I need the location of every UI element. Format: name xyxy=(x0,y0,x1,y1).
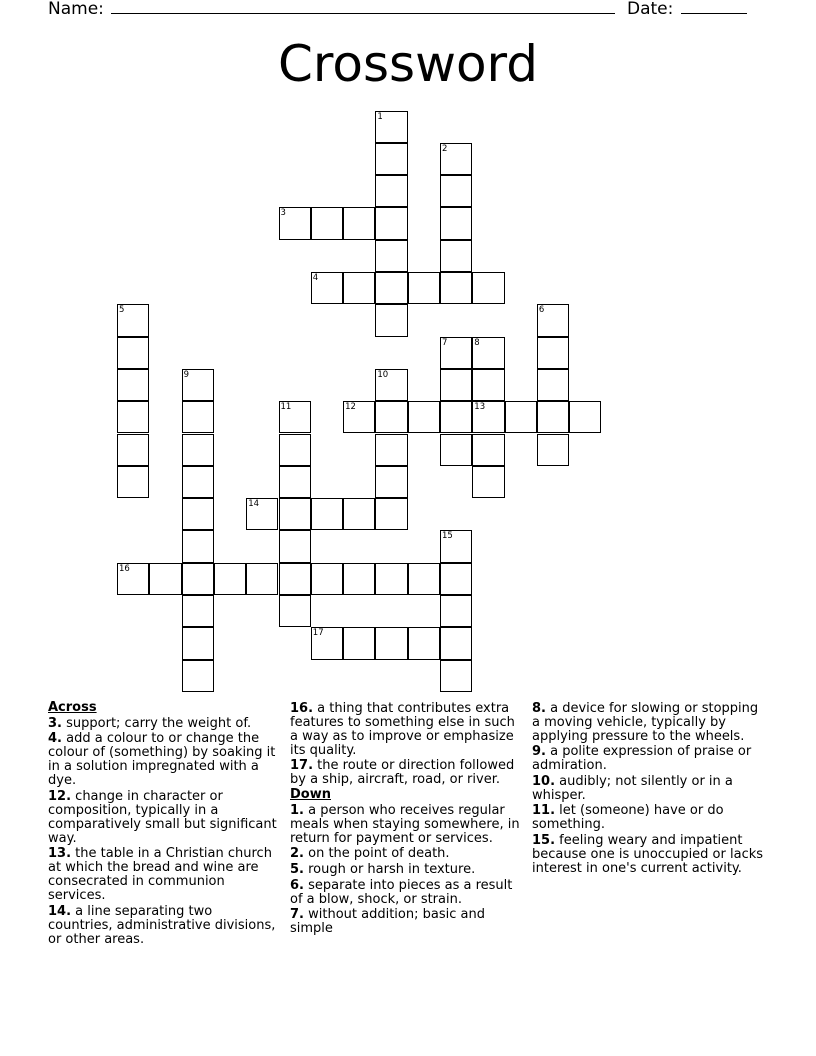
grid-cell[interactable] xyxy=(440,563,472,595)
cell-number: 1 xyxy=(377,111,383,122)
clue-item xyxy=(290,759,526,787)
clue-number: 5. xyxy=(290,861,304,877)
grid-cell[interactable] xyxy=(279,530,311,562)
clue-number: 3. xyxy=(48,715,62,731)
clue-number: 8. xyxy=(532,700,546,716)
grid-cell[interactable] xyxy=(117,369,149,401)
grid-cell[interactable] xyxy=(117,401,149,433)
clue-number: 13. xyxy=(48,846,72,862)
cell-number: 2 xyxy=(442,143,448,154)
grid-cell[interactable] xyxy=(375,143,407,175)
clue-number: 12. xyxy=(48,788,72,804)
grid-cell[interactable] xyxy=(472,401,504,433)
cell-number: 16 xyxy=(119,563,130,574)
clue-number: 11. xyxy=(532,803,556,819)
grid-cell[interactable] xyxy=(182,627,214,659)
clue-text: separate into pieces as a result of a blow, shock, or strain. xyxy=(290,877,513,907)
clue-text: the route or direction followed by a ship, aircraft, road, or river. xyxy=(290,758,515,788)
clue-text: without addition; basic and simple xyxy=(290,907,485,937)
grid-cell[interactable] xyxy=(182,530,214,562)
clue-number: 14. xyxy=(48,903,72,919)
clue-number: 15. xyxy=(532,832,556,848)
clue-text: a device for slowing or stopping a moving vehicle, typically by applying pressure to the wheels. xyxy=(532,700,759,744)
clue-item xyxy=(290,863,526,877)
clue-number: 9. xyxy=(532,744,546,760)
cell-number: 15 xyxy=(442,531,453,542)
cell-number: 10 xyxy=(377,369,389,380)
cell-number: 7 xyxy=(442,337,448,348)
cell-number: 3 xyxy=(280,208,286,219)
clue-number: 2. xyxy=(290,846,304,862)
grid-cell[interactable] xyxy=(343,272,375,304)
clue-item xyxy=(532,702,768,744)
grid-cell[interactable] xyxy=(375,401,407,433)
grid-cell[interactable] xyxy=(182,401,214,433)
clue-item xyxy=(532,745,768,773)
cell-number: 8 xyxy=(474,337,480,348)
clue-item xyxy=(290,879,526,907)
grid-cell[interactable] xyxy=(117,563,149,595)
clue-item xyxy=(48,717,280,731)
grid-cell[interactable] xyxy=(246,563,278,595)
grid-cell[interactable] xyxy=(537,369,569,401)
grid-cell[interactable] xyxy=(375,466,407,498)
grid-cell[interactable] xyxy=(279,563,311,595)
grid-cell[interactable] xyxy=(472,369,504,401)
clue-item xyxy=(48,732,280,788)
clue-number: 16. xyxy=(290,700,314,716)
grid-cell[interactable] xyxy=(440,175,472,207)
clue-item xyxy=(290,847,526,861)
grid-cell[interactable] xyxy=(440,369,472,401)
cell-number: 4 xyxy=(312,273,319,283)
grid-cell[interactable] xyxy=(472,466,504,498)
clues-column-1 xyxy=(48,700,280,947)
grid-cell[interactable] xyxy=(214,563,246,595)
clues-column-2 xyxy=(290,700,526,936)
clue-item xyxy=(532,834,768,876)
grid-cell[interactable] xyxy=(182,660,214,692)
grid-cell[interactable] xyxy=(505,401,537,433)
grid-cell[interactable] xyxy=(472,272,504,304)
clue-item xyxy=(532,804,768,832)
grid-cell[interactable] xyxy=(472,337,504,369)
grid-cell[interactable] xyxy=(375,498,407,530)
grid-cell[interactable] xyxy=(279,434,311,466)
grid-cell[interactable] xyxy=(279,466,311,498)
clue-number: 1. xyxy=(290,802,304,818)
clue-text: let (someone) have or do something. xyxy=(532,803,724,833)
grid-cell[interactable] xyxy=(279,595,311,627)
grid-cell[interactable] xyxy=(117,337,149,369)
grid-cell[interactable] xyxy=(279,498,311,530)
grid-cell[interactable] xyxy=(343,563,375,595)
grid-cell[interactable] xyxy=(408,627,440,659)
grid-cell[interactable] xyxy=(375,627,407,659)
grid-cell[interactable] xyxy=(440,272,472,304)
clue-text: a thing that contributes extra features to something else in such a way as to improve or emphasize its quality. xyxy=(290,700,515,758)
grid-cell[interactable] xyxy=(440,240,472,272)
clue-text: on the point of death. xyxy=(308,846,450,862)
down-heading: Down xyxy=(290,787,331,803)
grid-cell[interactable] xyxy=(117,304,149,336)
clue-item xyxy=(48,790,280,846)
grid-cell[interactable] xyxy=(375,240,407,272)
grid-cell[interactable] xyxy=(440,660,472,692)
cell-number: 17 xyxy=(312,628,324,639)
grid-cell[interactable] xyxy=(311,498,343,530)
grid-cell[interactable] xyxy=(440,337,472,369)
grid-cell[interactable] xyxy=(246,498,278,530)
grid-cell[interactable] xyxy=(408,563,440,595)
cell-number: 12 xyxy=(345,402,356,413)
grid-cell[interactable] xyxy=(182,595,214,627)
clue-text: change in character or composition, typically in a comparatively small but significant way. xyxy=(48,788,277,846)
clue-number: 17. xyxy=(290,758,314,774)
cell-number: 9 xyxy=(183,369,190,380)
grid-cell[interactable] xyxy=(440,595,472,627)
clue-text: a line separating two countries, administrative divisions, or other areas. xyxy=(48,903,276,947)
grid-cell[interactable] xyxy=(375,369,407,401)
grid-cell[interactable] xyxy=(569,401,601,433)
grid-cell[interactable] xyxy=(375,563,407,595)
grid-cell[interactable] xyxy=(311,563,343,595)
date-label: Date: xyxy=(627,0,674,19)
clue-number: 6. xyxy=(290,877,304,893)
clue-number: 7. xyxy=(290,907,304,923)
clue-text: rough or harsh in texture. xyxy=(308,861,476,877)
cell-number: 6 xyxy=(538,305,545,316)
clue-text: add a colour to or change the colour of (something) by soaking it in a solution impregnated with a dye. xyxy=(48,731,276,789)
grid-cell[interactable] xyxy=(537,304,569,336)
clue-item xyxy=(532,775,768,803)
grid-cell[interactable] xyxy=(311,207,343,239)
cell-number: 11 xyxy=(280,402,292,413)
clue-text: a polite expression of praise or admiration. xyxy=(532,744,752,774)
grid-cell[interactable] xyxy=(440,530,472,562)
grid-cell[interactable] xyxy=(537,337,569,369)
grid-cell[interactable] xyxy=(375,434,407,466)
clues-column-3 xyxy=(532,700,768,876)
clue-item xyxy=(290,702,526,758)
grid-cell[interactable] xyxy=(311,272,343,304)
clue-item xyxy=(48,847,280,903)
grid-cell[interactable] xyxy=(440,143,472,175)
grid-cell[interactable] xyxy=(375,207,407,239)
clue-text: feeling weary and impatient because one is unoccupied or lacks interest in one's current activity. xyxy=(532,832,764,876)
grid-cell[interactable] xyxy=(408,272,440,304)
grid-cell[interactable] xyxy=(343,401,375,433)
grid-cell[interactable] xyxy=(182,466,214,498)
grid-cell[interactable] xyxy=(279,401,311,433)
cell-number: 13 xyxy=(474,402,486,413)
grid-cell[interactable] xyxy=(182,434,214,466)
grid-cell[interactable] xyxy=(375,272,407,304)
grid-cell[interactable] xyxy=(149,563,181,595)
grid-cell[interactable] xyxy=(182,369,214,401)
grid-cell[interactable] xyxy=(117,466,149,498)
clue-item xyxy=(290,908,526,936)
grid-cell[interactable] xyxy=(440,401,472,433)
clue-text: a person who receives regular meals when staying somewhere, in return for payment or services. xyxy=(290,802,520,846)
clue-text: the table in a Christian church at which the bread and wine are consecrated in communion services. xyxy=(48,846,272,904)
grid-cell[interactable] xyxy=(440,627,472,659)
clue-text: support; carry the weight of. xyxy=(66,715,252,731)
grid-cell[interactable] xyxy=(343,207,375,239)
grid-cell[interactable] xyxy=(537,434,569,466)
grid-cell[interactable] xyxy=(472,434,504,466)
grid-cell[interactable] xyxy=(375,304,407,336)
across-heading: Across xyxy=(48,700,97,715)
clue-item xyxy=(48,905,280,947)
grid-cell[interactable] xyxy=(343,498,375,530)
clue-number: 4. xyxy=(48,731,62,747)
grid-cell[interactable] xyxy=(182,563,214,595)
grid-cell[interactable] xyxy=(440,434,472,466)
grid-cell[interactable] xyxy=(182,498,214,530)
grid-cell[interactable] xyxy=(408,401,440,433)
grid-cell[interactable] xyxy=(279,207,311,239)
grid-cell[interactable] xyxy=(440,207,472,239)
grid-cell[interactable] xyxy=(537,401,569,433)
clue-item xyxy=(290,804,526,846)
page-title: Crossword xyxy=(278,35,538,93)
grid-cell[interactable] xyxy=(375,111,407,143)
cell-number: 14 xyxy=(248,499,260,510)
grid-cell[interactable] xyxy=(311,627,343,659)
clue-text: audibly; not silently or in a whisper. xyxy=(532,773,733,803)
name-label: Name: xyxy=(48,0,104,19)
clue-number: 10. xyxy=(532,773,556,789)
grid-cell[interactable] xyxy=(117,434,149,466)
grid-cell[interactable] xyxy=(375,175,407,207)
grid-cell[interactable] xyxy=(343,627,375,659)
cell-number: 5 xyxy=(119,305,125,316)
